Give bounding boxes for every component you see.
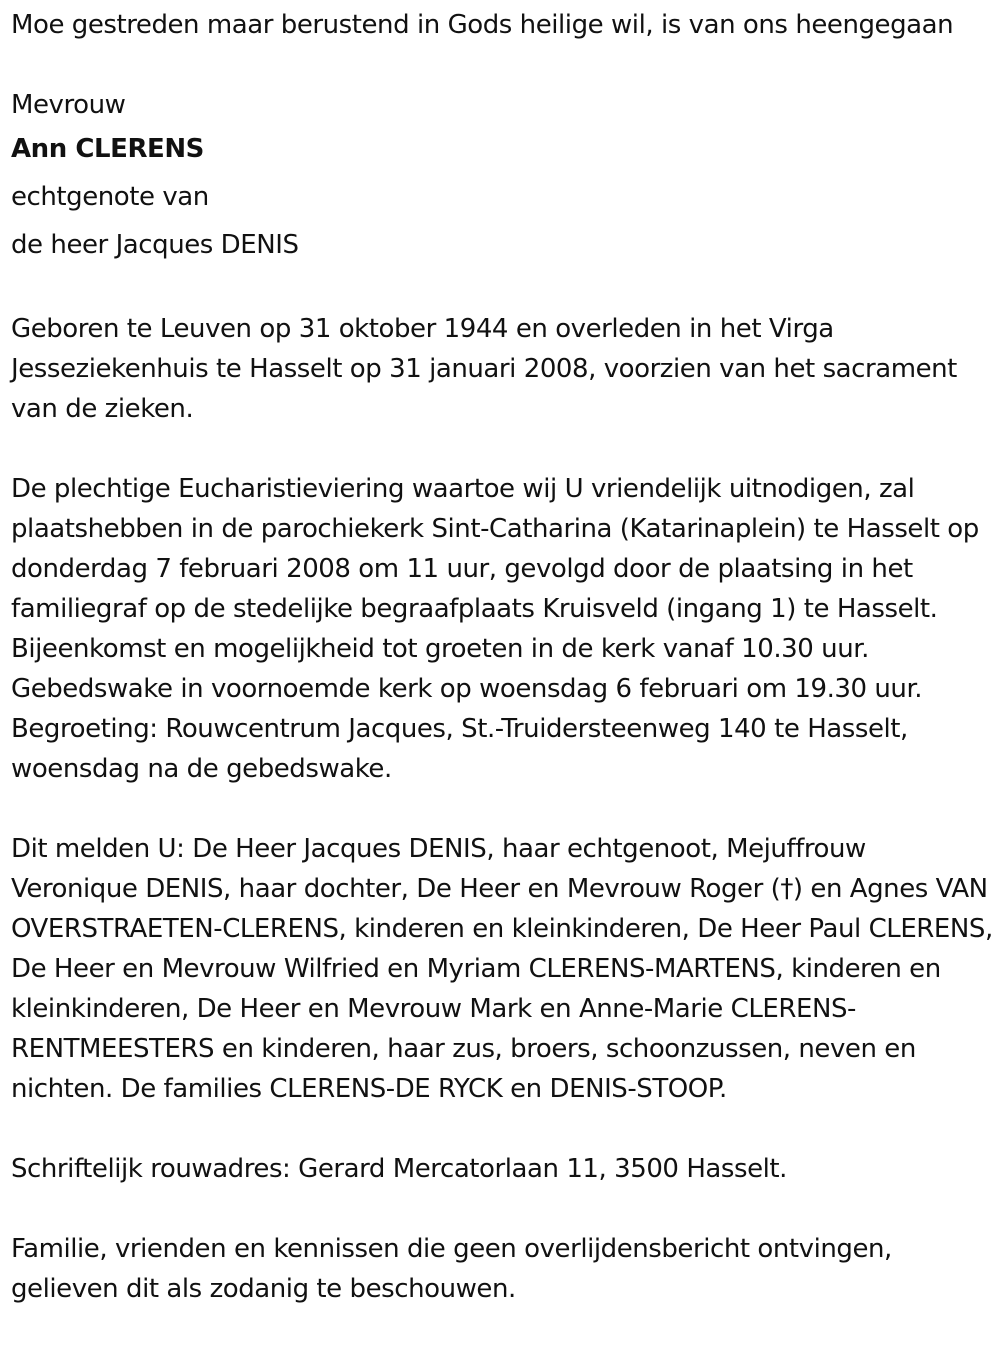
spacer	[11, 1109, 993, 1149]
spacer	[11, 429, 993, 469]
funeral-details-paragraph: De plechtige Eucharistieviering waartoe wij U vriendelijk uitnodigen, zal plaatshebben in de parochiekerk Sint-Catharina (Katarinaplein) te Hasselt op donderdag 7 februari 2008 om 11 uur, gevolgd door de plaatsing in het familiegraf op de stedelijke begraafplaats Kruisveld (ingang 1) te Hasselt. Bijeenkomst en mogelijkheid tot groeten in de kerk vanaf 10.30 uur. Gebedswake in voornoemde kerk op woensdag 6 februari om 19.30 uur. Begroeting: Rouwcentrum Jacques, St.-Truidersteenweg 140 te Hasselt, woensdag na de gebedswake.	[11, 474, 979, 784]
spacer	[11, 269, 993, 309]
intro-text: Moe gestreden maar berustend in Gods heilige wil, is van ons heengegaan	[11, 10, 954, 40]
mourning-address: Schriftelijk rouwadres: Gerard Mercatorlaan 11, 3500 Hasselt.	[11, 1154, 787, 1184]
death-notice	[11, 5, 993, 1309]
deceased-name: Ann CLERENS	[11, 134, 204, 164]
birth-death-paragraph: Geboren te Leuven op 31 oktober 1944 en overleden in het Virga Jesseziekenhuis te Hasselt op 31 januari 2008, voorzien van het sacrament van de zieken.	[11, 314, 957, 424]
spouse-name: de heer Jacques DENIS	[11, 230, 299, 260]
title-text: Mevrouw	[11, 90, 126, 120]
spacer	[11, 1189, 993, 1229]
spacer	[11, 789, 993, 829]
spacer	[11, 45, 993, 85]
relation-text: echtgenote van	[11, 182, 209, 212]
closing-paragraph: Familie, vrienden en kennissen die geen overlijdensbericht ontvingen, gelieven dit als zodanig te beschouwen.	[11, 1234, 892, 1304]
family-paragraph: Dit melden U: De Heer Jacques DENIS, haar echtgenoot, Mejuffrouw Veronique DENIS, haar dochter, De Heer en Mevrouw Roger (†) en Agnes VAN OVERSTRAETEN-CLERENS, kinderen en kleinkinderen, De Heer Paul CLERENS, De Heer en Mevrouw Wilfried en Myriam CLERENS-MARTENS, kinderen en kleinkinderen, De Heer en Mevrouw Mark en Anne-Marie CLERENS-RENTMEESTERS en kinderen, haar zus, broers, schoonzussen, neven en nichten. De families CLERENS-DE RYCK en DENIS-STOOP.	[11, 834, 993, 1104]
